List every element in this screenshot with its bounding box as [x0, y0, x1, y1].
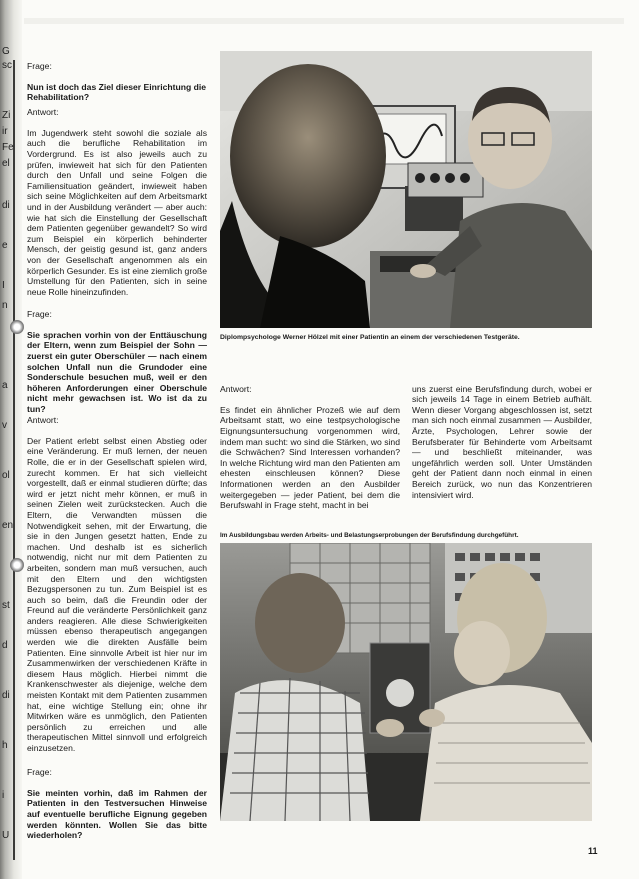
answer-text: Es findet ein ähnlicher Prozeß wie auf dem Arbeitsamt statt, wo eine testpsychologische Eignungsuntersuchung vorgenommen wird, indem man sucht: wo sind die Stärken, wo sind die Schwächen? Sind Interessen vorhanden? In welche Richtung wird man den Patienten am ehesten einschleusen können? Diese Informationen werden an den Ausbilder weitergegeben — jeder Patient, bei dem die Berufswahl in Frage steht, macht in bei — [220, 404, 400, 511]
answer-label: Antwort: — [220, 383, 252, 394]
edge-fragment: d — [2, 640, 8, 651]
question-text: Nun ist doch das Ziel dieser Einrichtung die Rehabilitation? — [27, 81, 207, 103]
photo-illustration — [220, 51, 592, 328]
edge-fragment: G — [2, 46, 10, 57]
edge-fragment: Fe — [2, 142, 14, 153]
edge-fragment: e — [2, 240, 8, 251]
answer-label: Antwort: — [27, 106, 59, 117]
answer-text: uns zuerst eine Berufsfindung durch, wobei er sich jeweils 14 Tage in einem Betrieb aufhält. Wenn dieser Vorgang abgeschlossen ist, setzt man sich noch einmal zusammen — Ausbilder, Ärzte, Psychologen, Lehrer sowie der Berufsberater für Behinderte vom Arbeitsamt — und beschließt miteinander, was ungefährlich werden soll. Unter Umständen geht der Patient dann noch einmal in einen Bereich zurück, wo nun das Konzentrieren intensiviert wird. — [412, 383, 592, 500]
photo-illustration — [220, 543, 592, 821]
right-column-answer — [412, 373, 592, 511]
edge-fragment: a — [2, 380, 8, 391]
edge-fragment: n — [2, 300, 8, 311]
photo-psychologist-test — [220, 51, 592, 328]
edge-fragment: di — [2, 690, 10, 701]
photo-workshop-training — [220, 543, 592, 821]
photo-caption: Im Ausbildungsbau werden Arbeits- und Belastungserprobungen der Berufsfindung durchgeführt. — [220, 532, 519, 539]
edge-fragment: en — [2, 520, 14, 531]
edge-fragment: di — [2, 200, 10, 211]
edge-fragment: el — [2, 158, 10, 169]
page-top-edge — [24, 18, 624, 24]
question-label: Frage: — [27, 308, 52, 319]
answer-text: Im Jugendwerk steht sowohl die soziale als auch die berufliche Rehabilitation im Vordergrund. Es ist also jeweils auch zu prüfen, inwieweit hat sich für den Patienten durch den Unfall und seine Folgen die Familiensituation geändert, inwieweit haben sich seine Möglichkeiten auf dem Arbeitsmarkt und in der Ausbildung verändert — aber auch: wie hat sich die Einstellung der Gesellschaft dem Patienten gegenüber gewandelt? So wird zum Beispiel ein körperlich behinderter Mensch, der geistig gesund ist, ganz anders von der Gesellschaft angenommen als ein körperlich Gesunder. Es ist eine ziemlich große Umstellung für den Patienten, sich in seine neue Rolle hineinzufinden. — [27, 127, 207, 297]
question-text: Sie meinten vorhin, daß im Rahmen der Patienten in den Testversuchen Hinweise auf eventuelle berufliche Eignung gegeben werden könnten. Wollen Sie das bitte wiederholen? — [27, 787, 207, 841]
edge-fragment: h — [2, 740, 8, 751]
punch-hole — [10, 558, 24, 572]
question-label: Frage: — [27, 60, 52, 71]
answer-label: Antwort: — [27, 414, 59, 425]
page-number: 11 — [588, 846, 598, 856]
left-column-question-3 — [27, 756, 207, 851]
photo-caption: Diplompsychologe Werner Hölzel mit einer Patientin an einem der verschiedenen Testgeräte. — [220, 334, 520, 341]
edge-fragment: sc — [2, 60, 12, 71]
edge-fragment: st — [2, 600, 10, 611]
punch-hole — [10, 320, 24, 334]
answer-text: Der Patient erlebt selbst einen Abstieg oder eine Veränderung. Er muß lernen, der neuen Rolle, die er in der Gesellschaft spielen wird, zurecht kommen. Er hat sich vielleicht vorgestellt, daß er einmal studieren dürfte; das wird er jetzt nicht mehr können, er muß in seinen Zielen weit zurückstecken. Auch die Eltern, die Verwandten müssen die Notwendigkeit sehen, mit der Erwartung, die sie in den Jungen gesetzt hatten, Ende zu machen. Und deshalb ist es sicherlich notwendig, nicht nur mit dem Patienten zu arbeiten, sondern man muß versuchen, auch mit den Eltern und den wichtigsten Bezugspersonen zu tun. Zum Beispiel ist es auch so beim, daß die Freundin oder der Freund auf die veränderte Persönlichkeit ganz anders reagieren. Alle diese Schwierigkeiten müssen ebenso therapeutisch angegangen werden wie die direkten Ausfälle beim Patienten. Eine sinnvolle Arbeit ist hier nur im Zusammenwirken der verschiedenen Kräfte in diesem Haus möglich. Hierbei nimmt die Krankenschwester als diejenige, welche dem meisten Kontakt mit dem Patienten zusammen hat, eine wichtige Stellung ein; ohne ihr Mitwirken wäre es unmöglich, den Patienten persönlich zu erreichen und alle therapeutischen Mittel sinnvoll und erfolgreich einzusetzen. — [27, 435, 207, 753]
edge-fragment: U — [2, 830, 10, 841]
left-column-answer-1 — [27, 96, 207, 308]
middle-column-answer — [220, 373, 400, 521]
question-label: Frage: — [27, 766, 52, 777]
edge-fragment: ir — [2, 126, 8, 137]
edge-fragment: v — [2, 420, 7, 431]
edge-fragment: I — [2, 280, 5, 291]
left-column-answer-2 — [27, 404, 207, 764]
edge-fragment: ol — [2, 470, 10, 481]
edge-fragment: Zi — [2, 110, 11, 121]
question-text: Sie sprachen vorhin von der Enttäuschung der Eltern, wenn zum Beispiel der Sohn — zuerst ein guter Oberschüler — nach einem solchen Unfall nun die Grundoder eine Sonderschule besuchen muß, weil er den höheren Anforderungen einer Oberschule nicht mehr gewachsen ist. Wo ist da zu tun? — [27, 329, 207, 414]
edge-fragment: i — [2, 790, 5, 801]
